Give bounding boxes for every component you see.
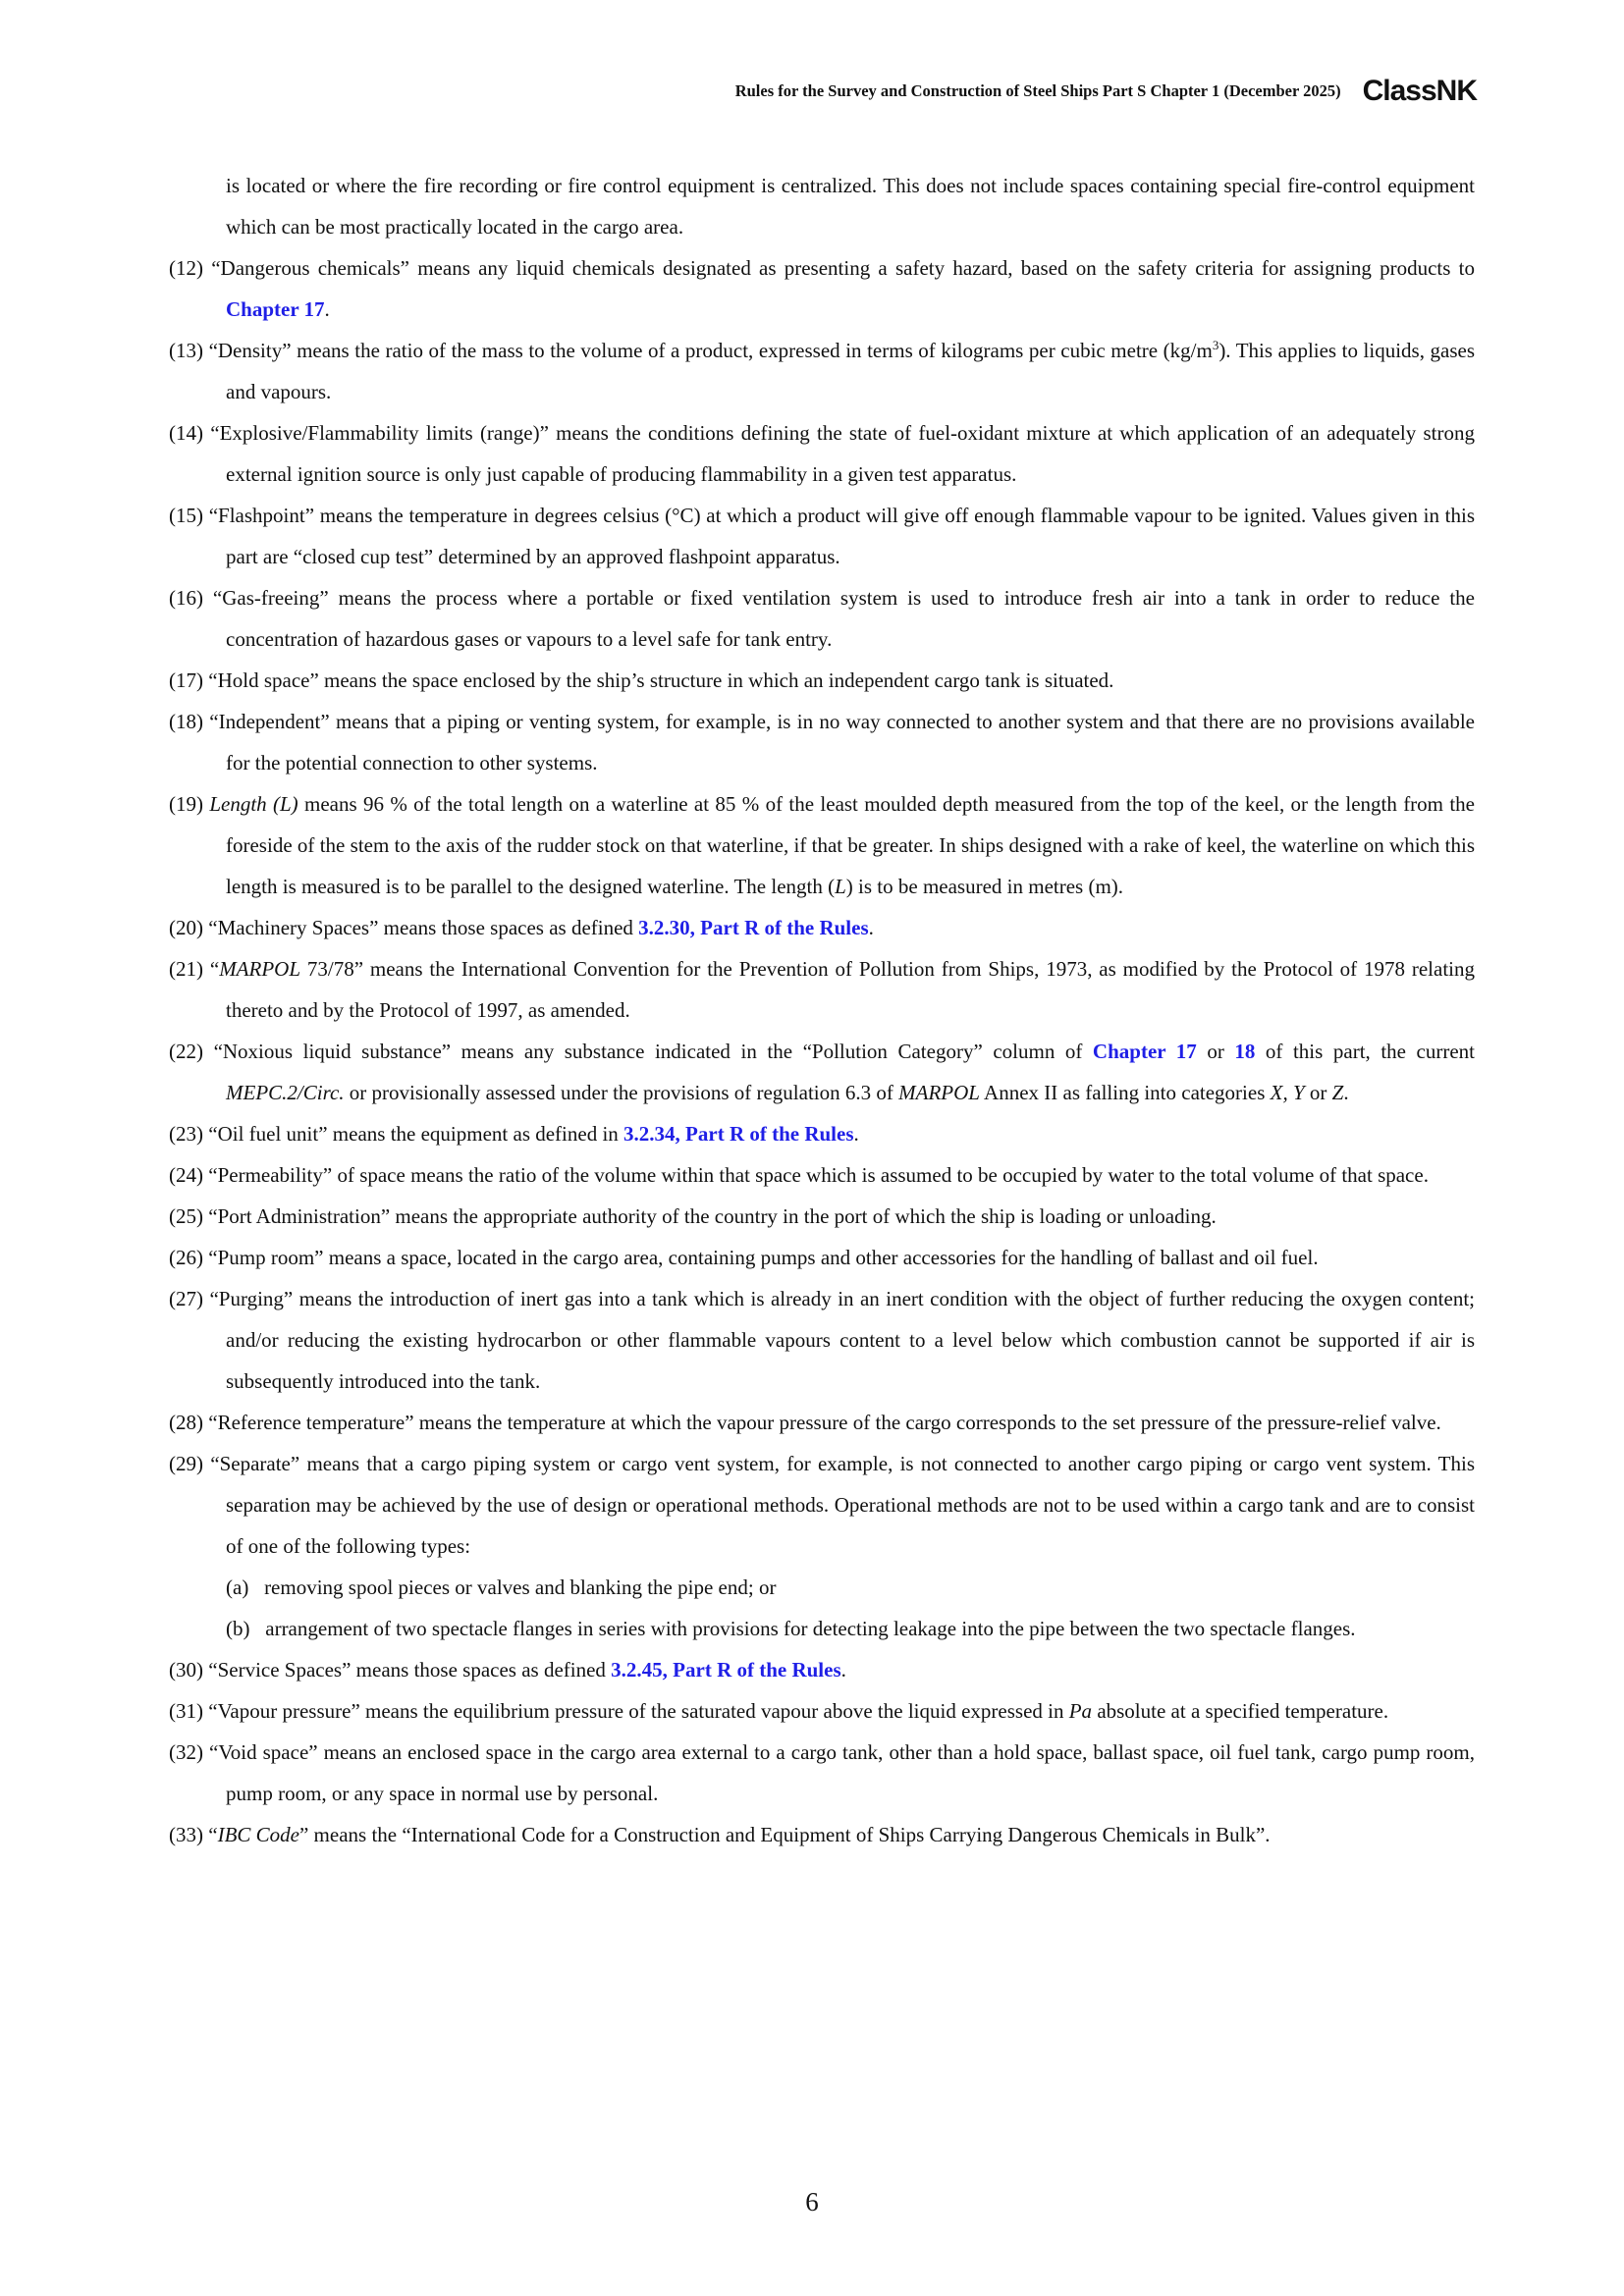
definition-item-30: (30) “Service Spaces” means those spaces as defined 3.2.45, Part R of the Rules. bbox=[169, 1658, 846, 1682]
page-header bbox=[735, 77, 1477, 106]
link-chapter-18[interactable]: 18 bbox=[1234, 1040, 1256, 1063]
page-number: 6 bbox=[805, 2187, 819, 2216]
definition-item-18: (18) “Independent” means that a piping or venting system, for example, is in no way connected to another system and that there are no provisions available for the potential connection to other systems. bbox=[169, 710, 1476, 774]
definition-item-13: (13) “Density” means the ratio of the mass to the volume of a product, expressed in terms of kilograms per cubic metre $(kg/m^3)$. This applies to liquids, gases and vapours. bbox=[169, 338, 1476, 403]
sub-item-b: (b) arrangement of two spectacle flanges in series with provisions for detecting leakage into the pipe between the two spectacle flanges. bbox=[226, 1617, 1356, 1640]
definition-item-16: (16) “Gas-freeing” means the process where a portable or fixed ventilation system is used to introduce fresh air into a tank in order to reduce the concentration of hazardous gases or vapours to a level safe for tank entry. bbox=[169, 586, 1475, 651]
definition-item-32: (32) “Void space” means an enclosed space in the cargo area external to a cargo tank, other than a hold space, ballast space, oil fuel tank, cargo pump room, pump room, or any space in normal use by personal. bbox=[169, 1740, 1475, 1805]
link-chapter-17[interactable]: Chapter 17 bbox=[226, 297, 325, 321]
sub-item-a: (a) removing spool pieces or valves and blanking the pipe end; or bbox=[226, 1575, 777, 1599]
definition-item-23: (23) “Oil fuel unit” means the equipment as defined in 3.2.34, Part R of the Rules. bbox=[169, 1122, 859, 1146]
definition-item-17: (17) “Hold space” means the space enclosed by the ship’s structure in which an independent cargo tank is situated. bbox=[169, 668, 1114, 692]
definition-item-19: (19) Length (L) means 96 % of the total length on a waterline at 85 % of the least moulded depth measured from the top of the keel, or the length from the foreside of the stem to the axis of the rudder stock on that waterline, if that be greater. In ships designed with a rake of keel, the waterline on which this length is measured is to be parallel to the designed waterline. The length (L) is to be measured in metres (m). bbox=[169, 792, 1476, 898]
document-title: Rules for the Survey and Construction of Steel Ships Part S Chapter 1 (December 2025) bbox=[734, 81, 1341, 100]
definition-item-15: (15) “Flashpoint” means the temperature in degrees celsius (°C) at which a product will give off enough flammable vapour to be ignited. Values given in this part are “closed cup test” determined by an approved flashpoint apparatus. bbox=[169, 504, 1476, 568]
definition-item-28: (28) “Reference temperature” means the temperature at which the vapour pressure of the cargo corresponds to the set pressure of the pressure-relief valve. bbox=[169, 1411, 1441, 1434]
definition-item-14: (14) “Explosive/Flammability limits (range)” means the conditions defining the state of fuel-oxidant mixture at which application of an adequately strong external ignition source is only just capable of producing flammability in a given test apparatus. bbox=[169, 421, 1476, 486]
definition-item-29: (29) “Separate” means that a cargo piping system or cargo vent system, for example, is not connected to another cargo piping or cargo vent system. This separation may be achieved by the use of design or operational methods. Operational methods are not to be used within a cargo tank and are to consist of one of the following types: bbox=[169, 1452, 1476, 1558]
classnk-logo: ClassNK bbox=[1362, 75, 1477, 107]
link-chapter-17[interactable]: Chapter 17 bbox=[1092, 1040, 1197, 1063]
definition-item-26: (26) “Pump room” means a space, located in the cargo area, containing pumps and other accessories for the handling of ballast and oil fuel. bbox=[169, 1246, 1319, 1269]
definition-item-24: (24) “Permeability” of space means the ratio of the volume within that space which is assumed to be occupied by water to the total volume of that space. bbox=[169, 1163, 1429, 1187]
definition-item-33: (33) “IBC Code” means the “International Code for a Construction and Equipment of Ships Carrying Dangerous Chemicals in Bulk”. bbox=[169, 1823, 1271, 1846]
paragraph-continuation: is located or where the fire recording or fire control equipment is centralized. This does not include spaces containing special fire-control equipment which can be most practically located in the cargo area. bbox=[226, 174, 1475, 239]
link-part-r-3-2-45[interactable]: 3.2.45, Part R of the Rules bbox=[611, 1658, 841, 1682]
definition-item-21: (21) “MARPOL 73/78” means the International Convention for the Prevention of Pollution from Ships, 1973, as modified by the Protocol of 1978 relating thereto and by the Protocol of 1997, as amended. bbox=[169, 957, 1475, 1022]
definition-item-27: (27) “Purging” means the introduction of inert gas into a tank which is already in an inert condition with the object of further reducing the oxygen content; and/or reducing the existing hydrocarbon or other flammable vapours content to a level below which combustion cannot be supported if air is subsequently introduced into the tank. bbox=[169, 1287, 1476, 1393]
definition-item-25: (25) “Port Administration” means the appropriate authority of the country in the port of which the ship is loading or unloading. bbox=[169, 1204, 1217, 1228]
definition-item-22: (22) “Noxious liquid substance” means any substance indicated in the “Pollution Category” column of Chapter 17 or 18 of this part, the current MEPC.2/Circ. or provisionally assessed under the provisions of regulation 6.3 of MARPOL Annex II as falling into categories X, Y or Z. bbox=[169, 1040, 1475, 1104]
link-part-r-3-2-30[interactable]: 3.2.30, Part R of the Rules bbox=[638, 916, 869, 939]
document-body bbox=[169, 165, 1475, 1855]
definition-item-20: (20) “Machinery Spaces” means those spaces as defined 3.2.30, Part R of the Rules. bbox=[169, 916, 874, 939]
definition-item-31: (31) “Vapour pressure” means the equilibrium pressure of the saturated vapour above the liquid expressed in Pa absolute at a specified temperature. bbox=[169, 1699, 1389, 1723]
definition-item-12: (12) “Dangerous chemicals” means any liquid chemicals designated as presenting a safety hazard, based on the safety criteria for assigning products to Chapter 17. bbox=[169, 256, 1475, 321]
link-part-r-3-2-34[interactable]: 3.2.34, Part R of the Rules bbox=[623, 1122, 854, 1146]
